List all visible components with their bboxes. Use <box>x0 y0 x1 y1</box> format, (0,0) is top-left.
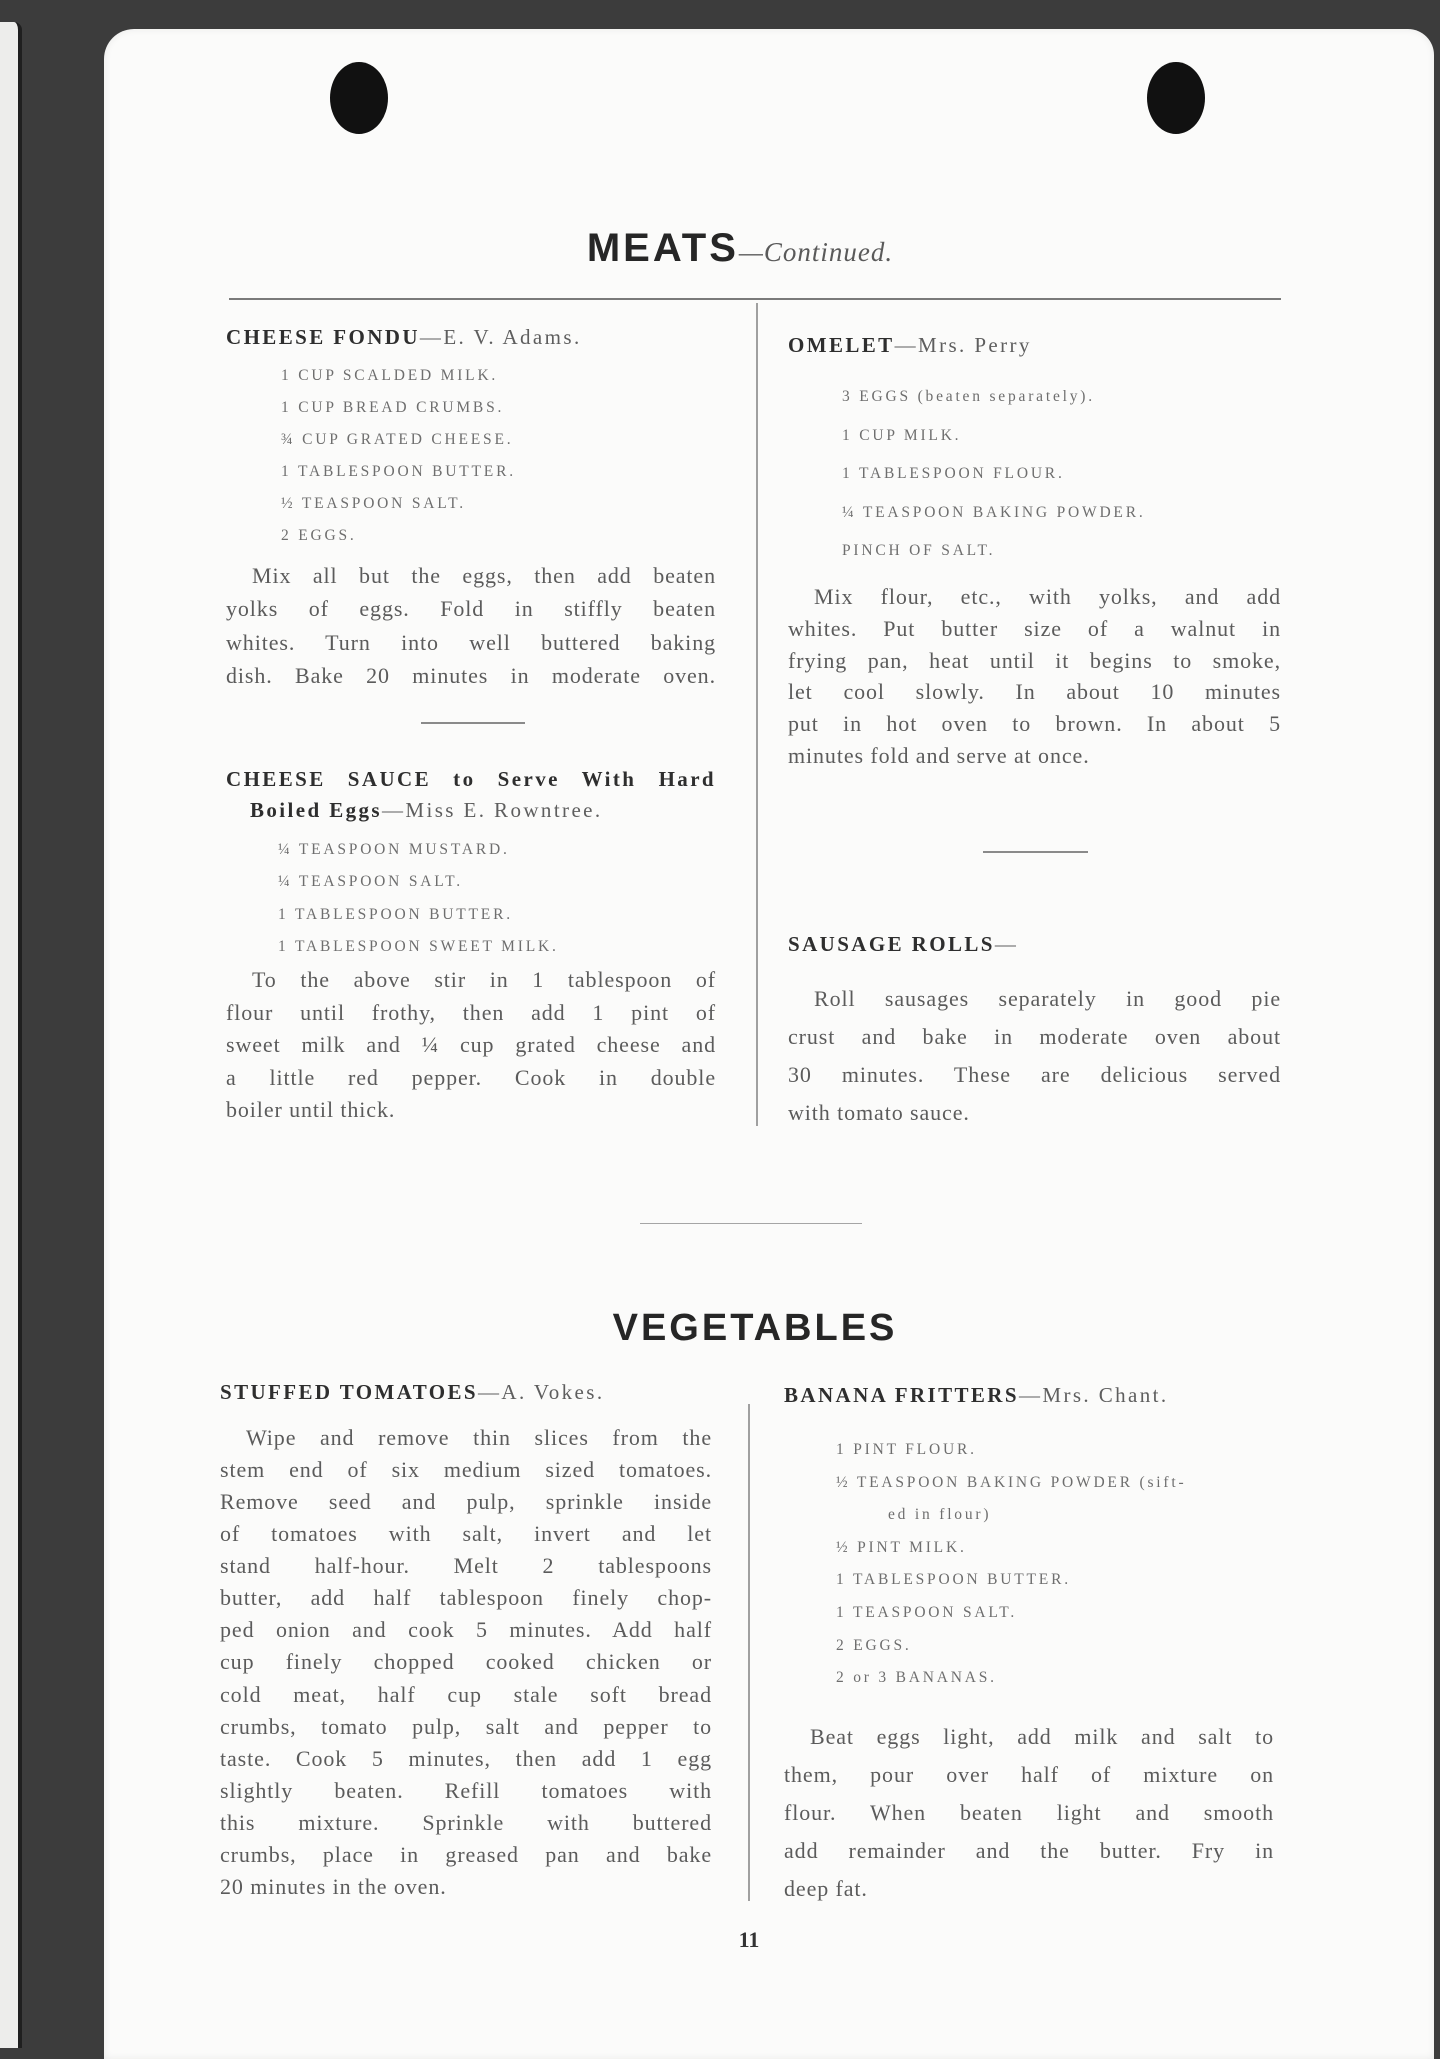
method-line: add remainder and the butter. Fry in <box>784 1838 1274 1863</box>
method-line: deep fat. <box>784 1876 868 1901</box>
recipe-title: STUFFED TOMATOES <box>220 1380 478 1404</box>
recipe-method <box>788 581 1281 772</box>
ingredient-item: 1 CUP SCALDED MILK. <box>281 367 499 384</box>
ingredient-item: 2 EGGS. <box>836 1636 912 1654</box>
method-line: frying pan, heat until it begins to smoke, <box>788 647 1281 673</box>
section-title-text: VEGETABLES <box>612 1307 898 1349</box>
method-line: cold meat, half cup stale soft bread <box>220 1681 712 1707</box>
ingredient-item: 1 TEASPOON SALT. <box>836 1603 1018 1621</box>
method-line: Mix all but the eggs, then add beaten <box>252 563 716 588</box>
ingredient-item: 1 TABLESPOON BUTTER. <box>281 463 516 480</box>
section-title-text: MEATS <box>586 226 739 270</box>
method-line: dish. Bake 20 minutes in moderate oven. <box>226 662 716 688</box>
recipe-title: CHEESE FONDU <box>226 325 420 349</box>
ingredient-item: 2 EGGS. <box>281 527 357 544</box>
method-line: Mix flour, etc., with yolks, and add <box>814 584 1281 609</box>
ingredient-list <box>842 378 1281 571</box>
recipe-heading <box>226 764 716 826</box>
recipe-heading-line <box>220 1376 712 1408</box>
method-line: butter, add half tablespoon finely chop- <box>220 1585 712 1611</box>
ingredient-list <box>281 360 716 552</box>
method-line: whites. Put butter size of a walnut in <box>788 615 1281 641</box>
ingredient-item: ½ PINT MILK. <box>836 1538 967 1556</box>
recipe-author: —E. V. Adams. <box>419 325 582 349</box>
recipe-author: —Mrs. Chant. <box>1018 1383 1169 1407</box>
recipe-method <box>788 980 1281 1132</box>
method-line: them, pour over half of mixture on <box>784 1762 1274 1787</box>
recipe-heading-line <box>784 1379 1274 1411</box>
method-line: Beat eggs light, add milk and salt to <box>810 1724 1274 1749</box>
ingredient-item: ¼ TEASPOON SALT. <box>278 873 463 891</box>
ingredient-item: 1 TABLESPOON BUTTER. <box>278 905 513 923</box>
page-number: 11 <box>738 1927 760 1952</box>
method-line: flour until frothy, then add 1 pint of <box>226 999 716 1025</box>
recipe-author: —Mrs. Perry <box>894 333 1032 357</box>
recipe-heading-line <box>226 795 716 826</box>
method-line: Remove seed and pulp, sprinkle inside <box>220 1489 712 1515</box>
adjacent-page-edge <box>0 22 22 2048</box>
ingredient-item: ed in flour) <box>888 1506 992 1524</box>
ingredient-item: ½ TEASPOON BAKING POWDER (sift- <box>836 1473 1187 1491</box>
method-line: stem end of six medium sized tomatoes. <box>220 1457 712 1483</box>
ingredient-item: ¼ TEASPOON BAKING POWDER. <box>842 503 1146 521</box>
method-line: yolks of eggs. Fold in stiffly beaten <box>226 596 716 622</box>
column-divider <box>748 1404 750 1901</box>
recipe-method <box>226 559 716 692</box>
ingredient-item: ¾ CUP GRATED CHEESE. <box>281 431 514 448</box>
recipe-method <box>220 1422 712 1903</box>
recipe-author: —Miss E. Rowntree. <box>382 798 603 822</box>
recipe-heading-line <box>226 764 716 795</box>
section-separator-rule <box>640 1223 862 1224</box>
method-line: whites. Turn into well buttered baking <box>226 629 716 655</box>
method-line: To the above stir in 1 tablespoon of <box>252 967 716 992</box>
recipe-title: BANANA FRITTERS <box>784 1383 1019 1407</box>
recipe-title: OMELET <box>788 333 895 357</box>
recipe-method <box>784 1718 1274 1908</box>
method-line: ped onion and cook 5 minutes. Add half <box>220 1617 712 1643</box>
recipe-author: — <box>994 932 1019 956</box>
method-line: let cool slowly. In about 10 minutes <box>788 679 1281 705</box>
method-line: stand half-hour. Melt 2 tablespoons <box>220 1553 712 1579</box>
ingredient-item: 1 TABLESPOON FLOUR. <box>842 465 1065 482</box>
recipe-separator-rule <box>983 851 1088 853</box>
recipe-heading <box>788 928 1281 960</box>
section-title-meats <box>440 224 1040 281</box>
method-line: minutes fold and serve at once. <box>788 742 1090 768</box>
method-line: boiler until thick. <box>226 1097 396 1123</box>
ingredient-item: 1 TABLESPOON SWEET MILK. <box>278 937 559 955</box>
punch-hole-left <box>330 62 388 134</box>
title-rule <box>229 298 1281 300</box>
recipe-heading-line <box>788 329 1281 361</box>
ingredient-item: 1 CUP MILK. <box>842 426 962 444</box>
ingredient-item: ½ TEASPOON SALT. <box>281 495 466 512</box>
method-line: crumbs, tomato pulp, salt and pepper to <box>220 1713 712 1739</box>
ingredient-item: 1 TABLESPOON BUTTER. <box>836 1571 1071 1589</box>
method-line: crust and bake in moderate oven about <box>788 1024 1281 1049</box>
method-line: put in hot oven to brown. In about 5 <box>788 711 1281 737</box>
ingredient-item: ¼ TEASPOON MUSTARD. <box>278 841 510 858</box>
method-line: this mixture. Sprinkle with buttered <box>220 1809 712 1835</box>
method-line: with tomato sauce. <box>788 1100 970 1125</box>
recipe-heading <box>226 321 716 353</box>
ingredient-list <box>836 1434 1274 1695</box>
method-line: flour. When beaten light and smooth <box>784 1800 1274 1825</box>
punch-hole-right <box>1147 62 1205 134</box>
recipe-method <box>226 964 716 1127</box>
method-line: a little red pepper. Cook in double <box>226 1064 716 1090</box>
method-line: crumbs, place in greased pan and bake <box>220 1841 712 1867</box>
ingredient-list <box>278 834 716 963</box>
recipe-title: CHEESE SAUCE to Serve With Hard <box>226 767 716 791</box>
ingredient-item: 1 CUP BREAD CRUMBS. <box>281 399 505 416</box>
method-line: Roll sausages separately in good pie <box>814 986 1281 1011</box>
method-line: sweet milk and ¼ cup grated cheese and <box>226 1032 716 1058</box>
ingredient-item: 2 or 3 BANANAS. <box>836 1669 997 1687</box>
method-line: 20 minutes in the oven. <box>220 1873 447 1899</box>
method-line: slightly beaten. Refill tomatoes with <box>220 1777 712 1803</box>
recipe-heading <box>788 329 1281 361</box>
recipe-heading-line <box>226 321 716 353</box>
ingredient-item: PINCH OF SALT. <box>842 542 996 559</box>
recipe-title: SAUSAGE ROLLS <box>788 932 995 956</box>
recipe-author: —A. Vokes. <box>478 1380 605 1404</box>
recipe-separator-rule <box>421 722 525 724</box>
recipe-heading <box>220 1376 712 1408</box>
recipe-title: Boiled Eggs <box>250 798 383 822</box>
method-line: cup finely chopped cooked chicken or <box>220 1649 712 1675</box>
ingredient-item: 1 PINT FLOUR. <box>836 1441 977 1458</box>
method-line: of tomatoes with salt, invert and let <box>220 1521 712 1547</box>
ingredient-item: 3 EGGS (beaten separately). <box>842 388 1095 405</box>
method-line: 30 minutes. These are delicious served <box>788 1062 1281 1087</box>
method-line: taste. Cook 5 minutes, then add 1 egg <box>220 1745 712 1771</box>
section-title-continued: —Continued. <box>738 237 894 267</box>
recipe-heading <box>784 1379 1274 1411</box>
recipe-heading-line <box>788 928 1281 960</box>
section-title-vegetables <box>455 1304 1055 1360</box>
column-divider <box>756 303 758 1126</box>
method-line: Wipe and remove thin slices from the <box>246 1425 712 1450</box>
